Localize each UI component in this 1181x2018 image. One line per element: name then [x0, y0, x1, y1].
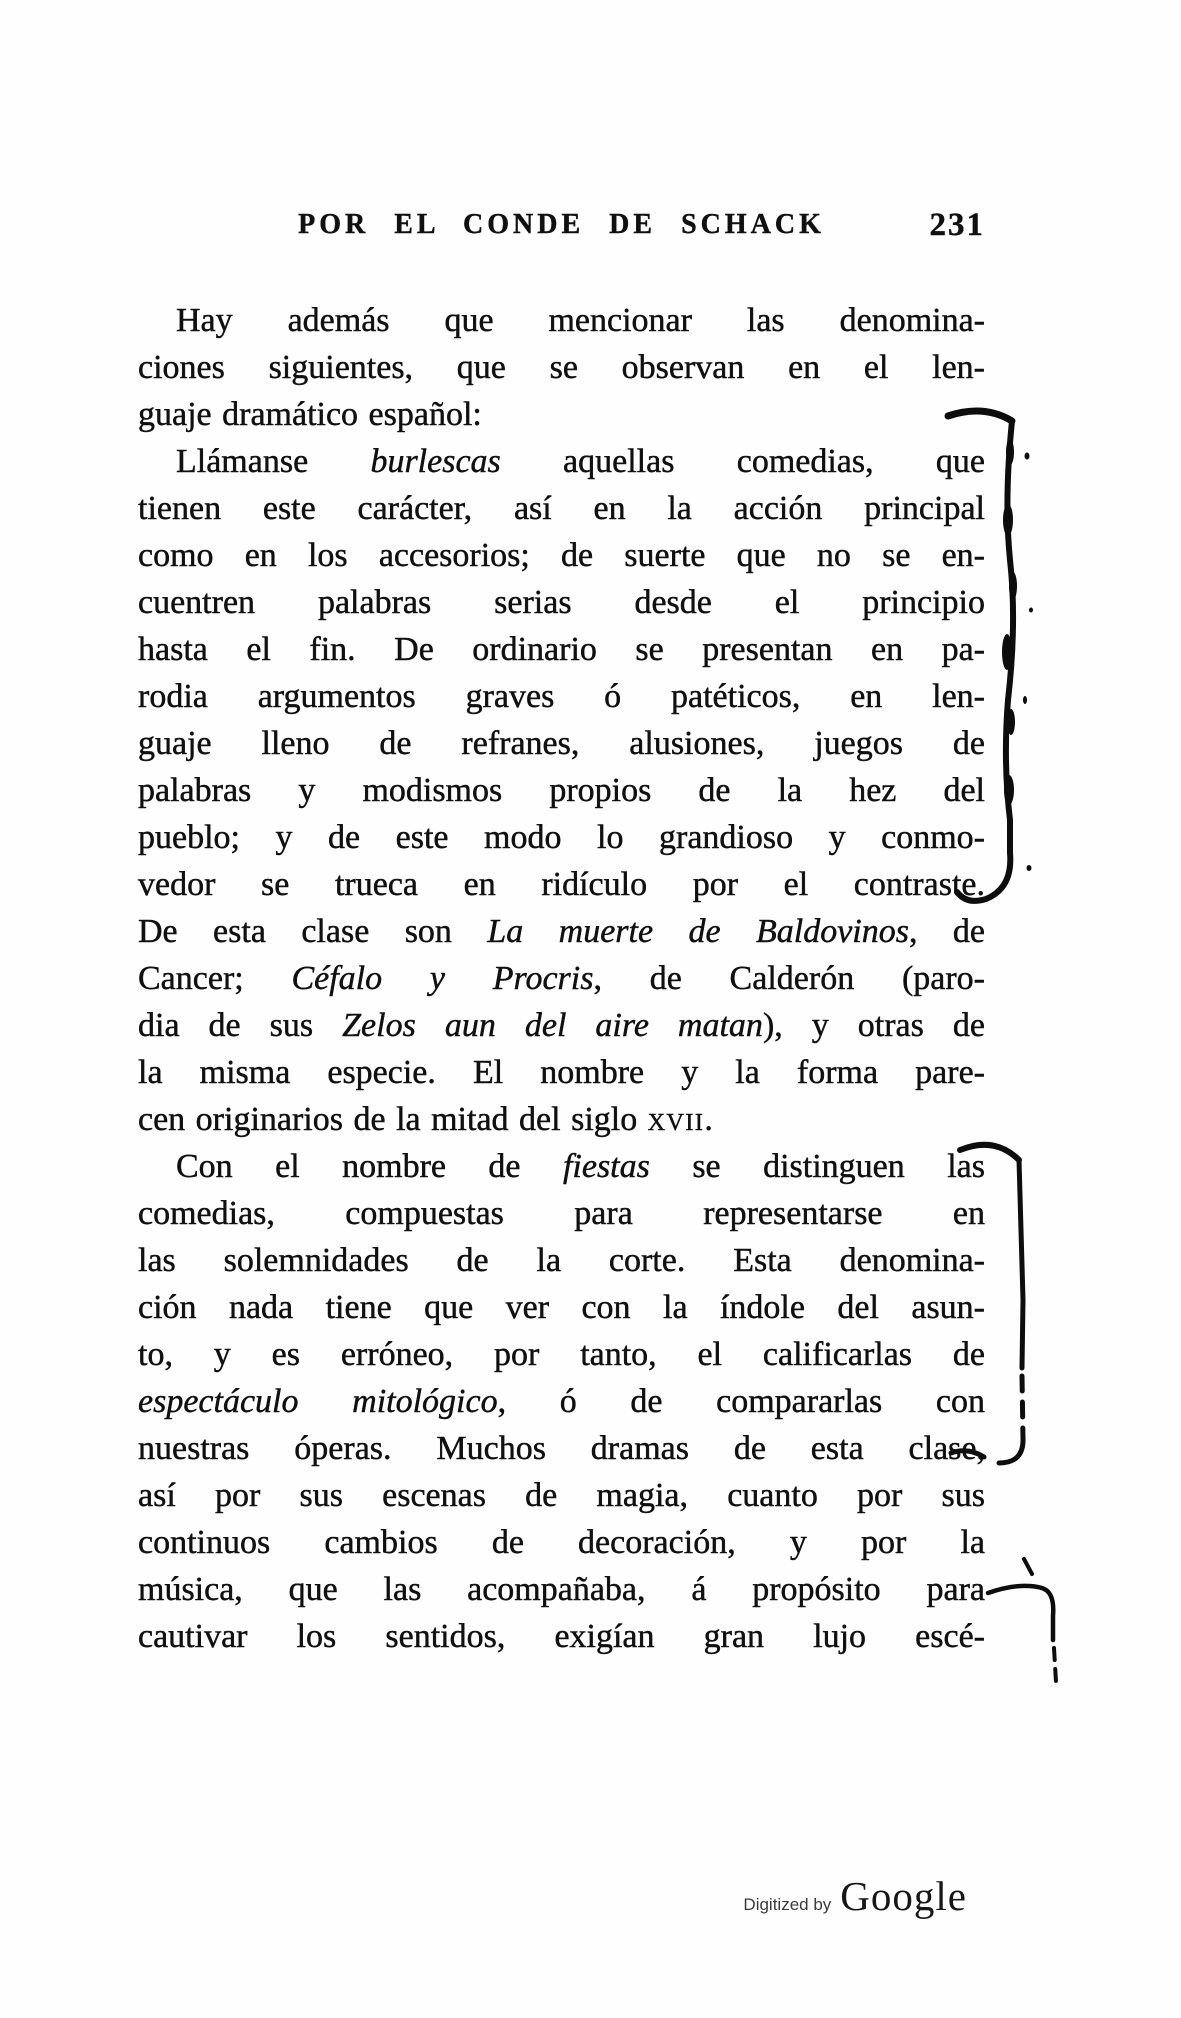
- plain-text: cautivar los sentidos, exigían gran lujo escé-: [138, 1618, 985, 1655]
- text-line: [138, 626, 985, 673]
- plain-text: cen originarios de la mitad del siglo: [138, 1101, 648, 1138]
- plain-text: ), y otras de: [762, 1007, 985, 1044]
- text-line: [138, 955, 985, 1002]
- plain-text: ción nada tiene que ver con la índole del asun-: [138, 1289, 985, 1326]
- text-line: [138, 908, 985, 955]
- watermark: [743, 1872, 967, 1920]
- text-line: [138, 579, 985, 626]
- text-line: [138, 1143, 985, 1190]
- text-line: [138, 1425, 985, 1472]
- italic-text: Zelos aun del aire matan: [342, 1007, 763, 1044]
- plain-text: se distinguen las: [649, 1148, 985, 1185]
- text-line: [138, 532, 985, 579]
- italic-text: Céfalo y Procris: [291, 960, 594, 997]
- body-text: [138, 297, 985, 1660]
- plain-text: cuentren palabras serias desde el principio: [138, 584, 985, 621]
- plain-text: nuestras óperas. Muchos dramas de esta clase,: [138, 1430, 985, 1467]
- text-line: [138, 1613, 985, 1660]
- plain-text: , de Calderón (paro-: [593, 960, 985, 997]
- plain-text: continuos cambios de decoración, y por la: [138, 1524, 985, 1561]
- plain-text: la misma especie. El nombre y la forma pare-: [138, 1054, 985, 1091]
- page-header: [138, 208, 985, 248]
- plain-text: comedias, compuestas para representarse en: [138, 1195, 985, 1232]
- text-line: [138, 344, 985, 391]
- running-title: POR EL CONDE DE SCHACK: [298, 209, 825, 240]
- plain-text: , de: [908, 913, 985, 950]
- plain-text: pueblo; y de este modo lo grandioso y conmo-: [138, 819, 985, 856]
- text-line: [138, 861, 985, 908]
- text-line: [138, 1049, 985, 1096]
- text-line: [138, 438, 985, 485]
- plain-text: Con el nombre de: [176, 1148, 563, 1185]
- text-line: [138, 1002, 985, 1049]
- plain-text: De esta clase son: [138, 913, 488, 950]
- text-line: [138, 391, 985, 438]
- plain-text: aquellas comedias, que: [500, 443, 985, 480]
- text-line: [138, 1096, 985, 1143]
- text-line: [138, 1378, 985, 1425]
- plain-text: rodia argumentos graves ó patéticos, en len-: [138, 678, 985, 715]
- text-line: [138, 1472, 985, 1519]
- plain-text: ciones siguientes, que se observan en el len-: [138, 349, 985, 386]
- text-line: [138, 1284, 985, 1331]
- plain-text: dia de sus: [138, 1007, 343, 1044]
- plain-text: vedor se trueca en ridículo por el contraste.: [138, 866, 985, 903]
- plain-text: tienen este carácter, así en la acción principal: [138, 490, 985, 527]
- text-line: [138, 814, 985, 861]
- plain-text: , ó de compararlas con: [497, 1383, 985, 1420]
- plain-text: las solemnidades de la corte. Esta denomina-: [138, 1242, 985, 1279]
- text-line: [138, 1519, 985, 1566]
- text-line: [138, 297, 985, 344]
- text-line: [138, 485, 985, 532]
- plain-text: Hay además que mencionar las denomina-: [176, 302, 985, 339]
- plain-text: como en los accesorios; de suerte que no se en-: [138, 537, 985, 574]
- digitized-by-label: Digitized by: [743, 1895, 832, 1914]
- smallcaps-text: xvii: [647, 1101, 705, 1138]
- plain-text: palabras y modismos propios de la hez del: [138, 772, 985, 809]
- plain-text: Cancer;: [138, 960, 292, 997]
- page-number: 231: [929, 207, 985, 243]
- plain-text: así por sus escenas de magia, cuanto por sus: [138, 1477, 985, 1514]
- italic-text: burlescas: [370, 443, 501, 480]
- plain-text: to, y es erróneo, por tanto, el calificarlas de: [138, 1336, 985, 1373]
- text-line: [138, 767, 985, 814]
- plain-text: guaje dramático español:: [138, 396, 482, 433]
- text-line: [138, 1331, 985, 1378]
- text-line: [138, 1190, 985, 1237]
- italic-text: espectáculo mitológico: [138, 1383, 498, 1420]
- italic-text: La muerte de Baldovinos: [487, 913, 909, 950]
- plain-text: hasta el fin. De ordinario se presentan en pa-: [138, 631, 985, 668]
- plain-text: .: [704, 1101, 713, 1138]
- plain-text: música, que las acompañaba, á propósito para: [138, 1571, 985, 1608]
- text-line: [138, 720, 985, 767]
- margin-ink-hook-lower-icon: [988, 1559, 1056, 1682]
- text-line: [138, 673, 985, 720]
- italic-text: fiestas: [562, 1148, 650, 1185]
- plain-text: guaje lleno de refranes, alusiones, juegos de: [138, 725, 985, 762]
- text-line: [138, 1237, 985, 1284]
- plain-text: Llámanse: [176, 443, 371, 480]
- text-line: [138, 1566, 985, 1613]
- google-logo: Google: [840, 1873, 967, 1919]
